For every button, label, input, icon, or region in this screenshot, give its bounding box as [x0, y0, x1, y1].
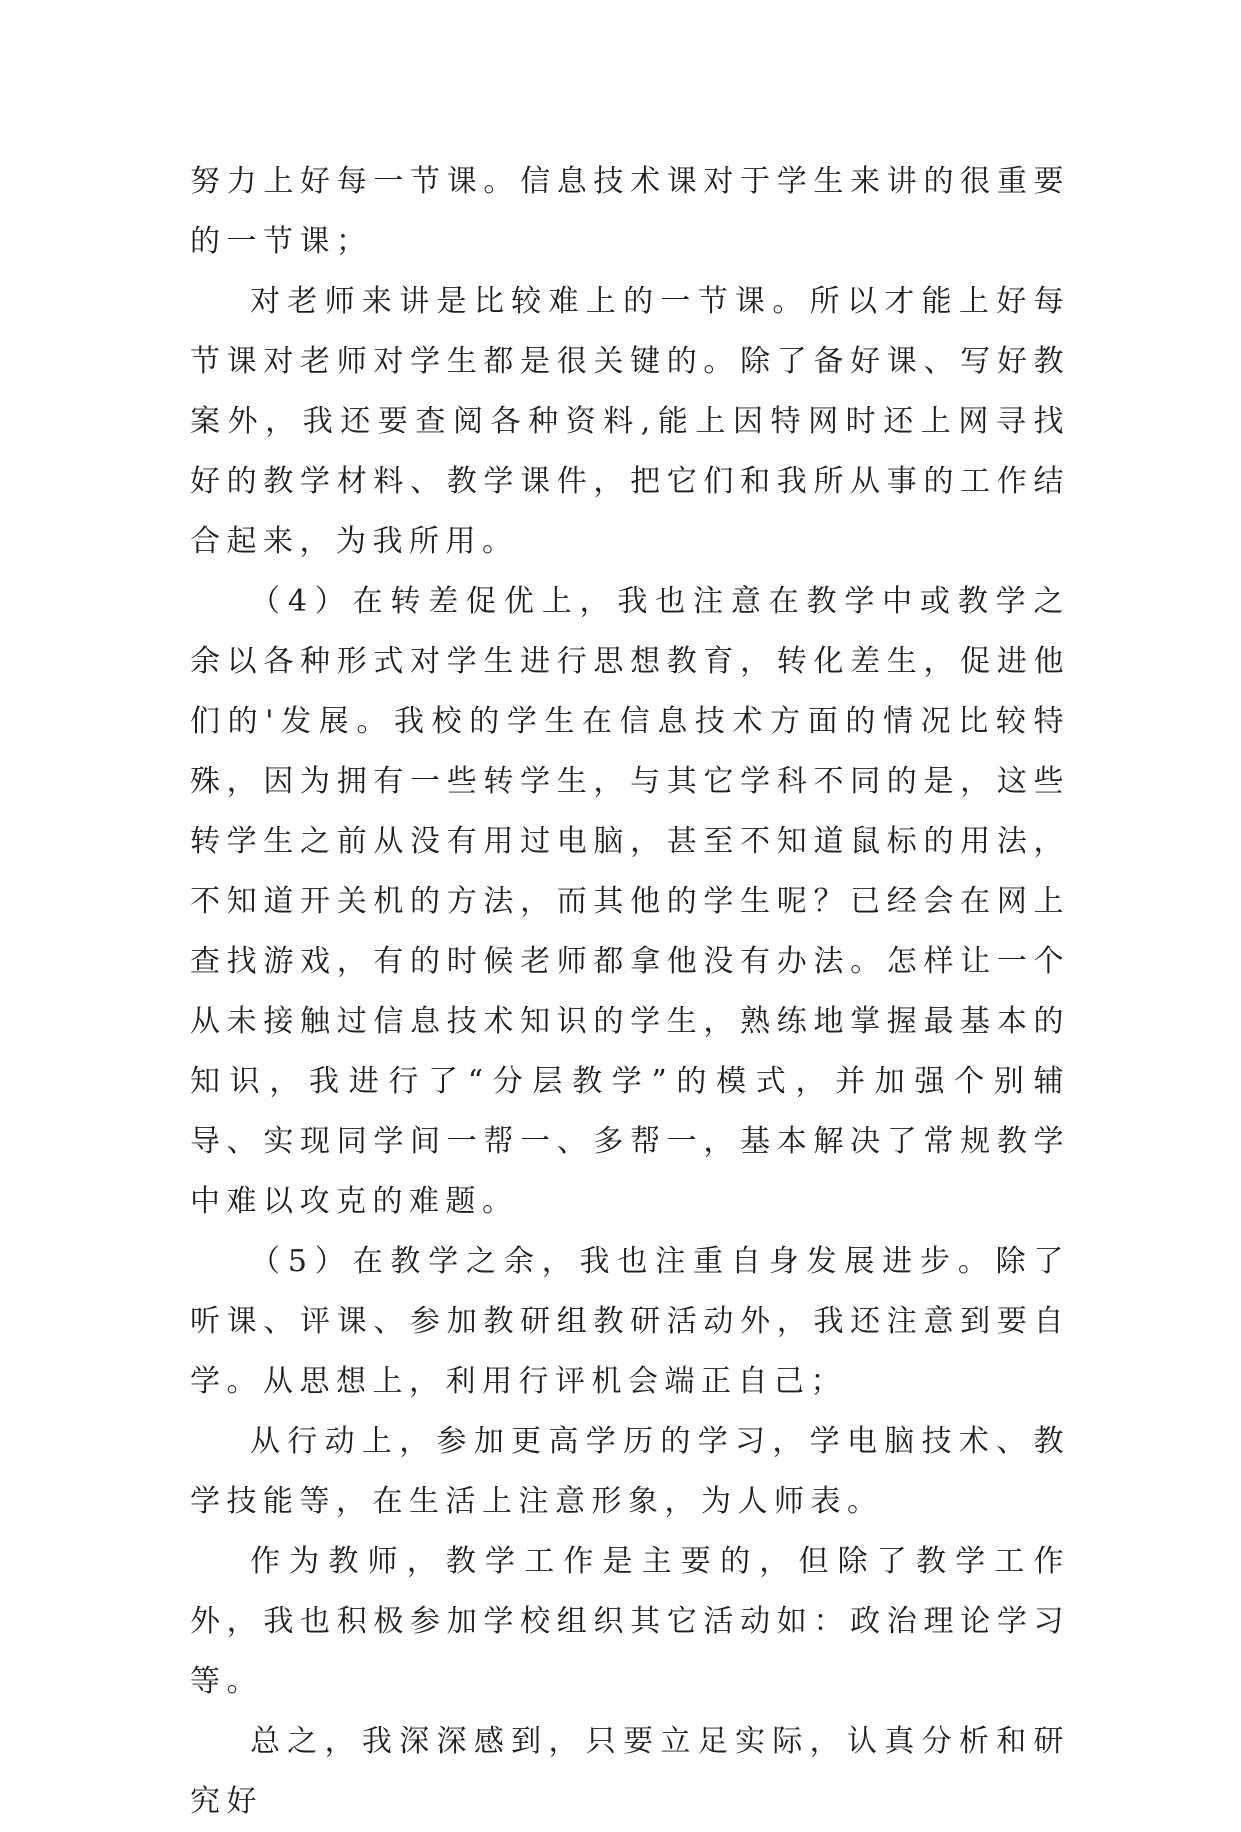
paragraph-3: （4）在转差促优上，我也注意在教学中或教学之余以各种形式对学生进行思想教育，转化差生，促进他们的'发展。我校的学生在信息技术方面的情况比较特殊，因为拥有一些转学生，与其它学科不同的是，这些转学生之前从没有用过电脑，甚至不知道鼠标的用法，不知道开关机的方法，而其他的学生呢？已经会在网上查找游戏，有的时候老师都拿他没有办法。怎样让一个从未接触过信息技术知识的学生，熟练地掌握最基本的知识，我进行了“分层教学”的模式，并加强个别辅导、实现同学间一帮一、多帮一，基本解决了常规教学中难以攻克的难题。: [190, 584, 1070, 1219]
paragraph-5: 从行动上，参加更高学历的学习，学电脑技术、教学技能等，在生活上注意形象，为人师表。: [190, 1424, 1070, 1519]
document-body: [190, 152, 1070, 1832]
paragraph-1: 努力上好每一节课。信息技术课对于学生来讲的很重要的一节课；: [190, 164, 1070, 259]
paragraph-6: 作为教师，教学工作是主要的，但除了教学工作外，我也积极参加学校组织其它活动如：政治理论学习等。: [190, 1544, 1070, 1699]
paragraph-7: 总之，我深深感到，只要立足实际，认真分析和研究好: [190, 1724, 1070, 1819]
paragraph-4: （5）在教学之余，我也注重自身发展进步。除了听课、评课、参加教研组教研活动外，我还注意到要自学。从思想上，利用行评机会端正自己；: [190, 1244, 1070, 1399]
paragraph-2: 对老师来讲是比较难上的一节课。所以才能上好每节课对老师对学生都是很关键的。除了备好课、写好教案外，我还要查阅各种资料,能上因特网时还上网寻找好的教学材料、教学课件，把它们和我所从事的工作结合起来，为我所用。: [190, 284, 1070, 559]
